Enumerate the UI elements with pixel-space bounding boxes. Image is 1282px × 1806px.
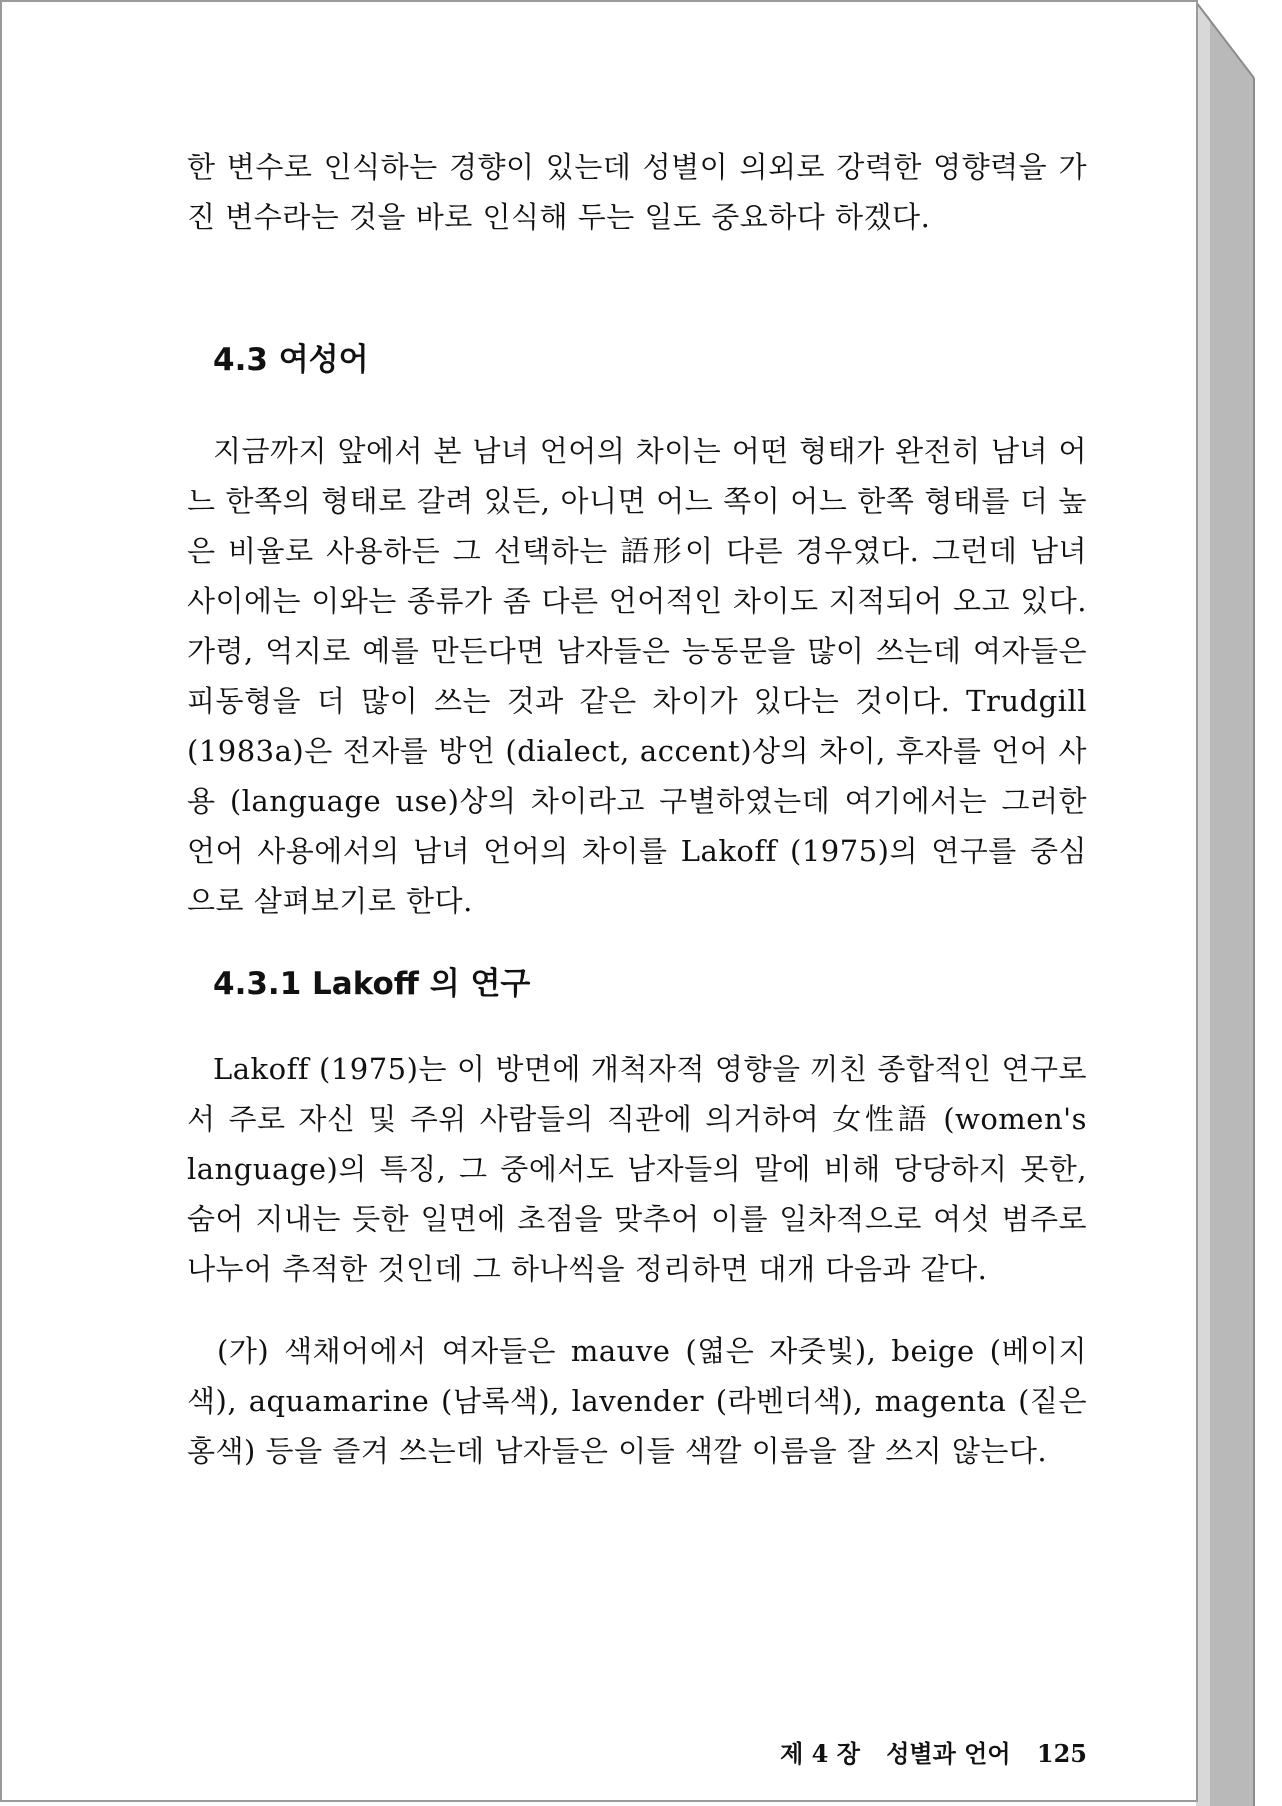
subsection-heading: 4.3.1 Lakoff 의 연구 [213, 966, 531, 1002]
page-number: 125 [1036, 1739, 1087, 1768]
section-heading: 4.3 여성어 [213, 342, 369, 378]
footer-chapter: 제 4 장 [780, 1739, 860, 1768]
paragraph-women-language: 지금까지 앞에서 본 남녀 언어의 차이는 어떤 형태가 완전히 남녀 어느 한쪽의 형태로 갈려 있든, 아니면 어느 쪽이 어느 한쪽 형태를 더 높은 비율로 사용하든 그 선택하는 語形이 다른 경우였다. 그런데 남녀 사이에는 이와는 종류가 좀 다른 언어적인 차이도 지적되어 오고 있다. 가령, 억지로 예를 만든다면 남자들은 능동문을 많이 쓰는데 여자들은 피동형을 더 많이 쓰는 것과 같은 차이가 있다는 것이다. Trudgill (1983a)은 전자를 방언 (dialect, accent)상의 차이, 후자를 언어 사용 (language use)상의 차이라고 구별하였는데 여기에서는 그러한 언어 사용에서의 남녀 언어의 차이를 Lakoff (1975)의 연구를 중심으로 살펴보기로 한다. [187, 434, 1087, 918]
spacer [187, 1004, 1087, 1044]
spacer [187, 926, 1087, 964]
spacer [187, 242, 1087, 340]
paragraph-lakoff-study: Lakoff (1975)는 이 방면에 개척자적 영향을 끼친 종합적인 연구로서 주로 자신 및 주위 사람들의 직관에 의거하여 女性語 (women's language)의 특징, 그 중에서도 남자들의 말에 비해 당당하지 못한, 숨어 지내는 듯한 일면에 초점을 맞추어 이를 일차적으로 여섯 범주로 나누어 추적한 것인데 그 하나씩을 정리하면 대개 다음과 같다. [187, 1052, 1087, 1286]
page-body [187, 142, 1087, 1768]
list-item-ga: (가) 색채어에서 여자들은 mauve (엷은 자줏빛), beige (베이지색), aquamarine (남록색), lavender (라벤더색), magenta (짙은 홍색) 등을 즐겨 쓰는데 남자들은 이들 색깔 이름을 잘 쓰지 않는다. [187, 1334, 1087, 1468]
spacer [187, 1294, 1087, 1326]
page-footer [780, 1734, 1087, 1769]
footer-chapter-title: 성별과 언어 [886, 1739, 1011, 1768]
spacer [187, 380, 1087, 426]
book-spine-edge [1196, 2, 1210, 1806]
paragraph-continuation: 한 변수로 인식하는 경향이 있는데 성별이 의외로 강력한 영향력을 가진 변수라는 것을 바로 인식해 두는 일도 중요하다 하겠다. [187, 150, 1087, 234]
